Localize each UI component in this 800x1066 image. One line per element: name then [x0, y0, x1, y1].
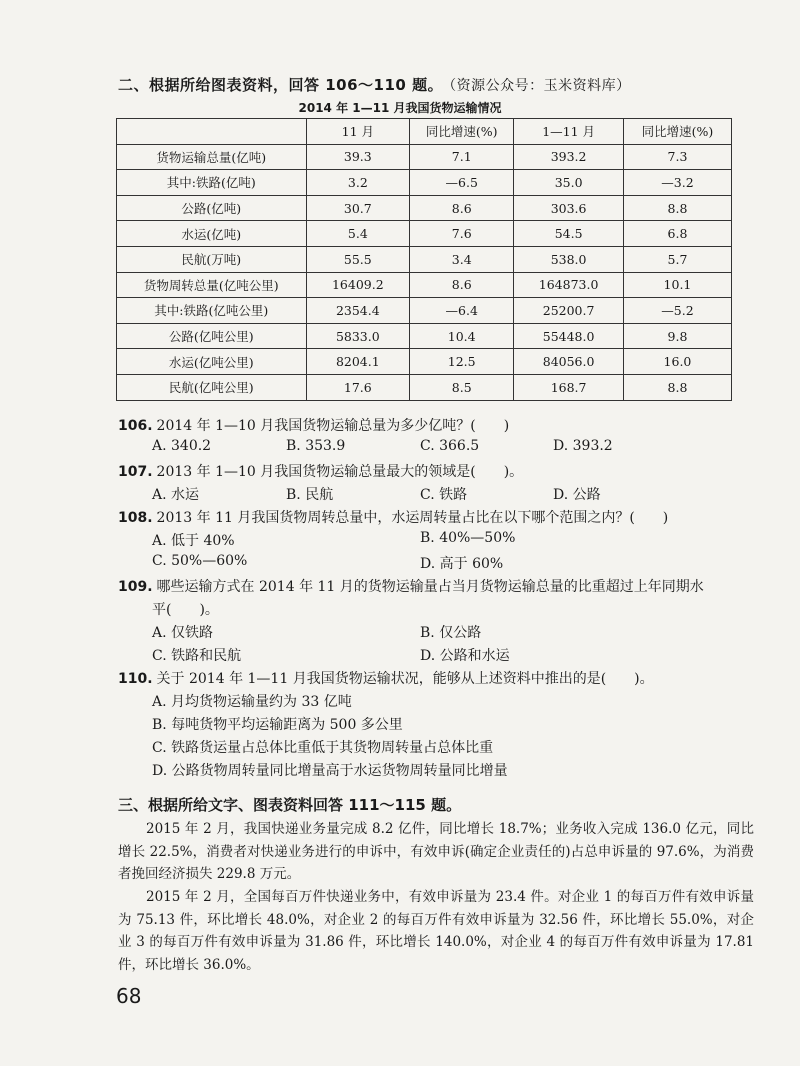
table-row — [117, 246, 732, 272]
table-cell: 35.0 — [514, 170, 624, 196]
row-label: 其中:铁路(亿吨) — [117, 170, 307, 196]
table-cell: 55448.0 — [514, 323, 624, 349]
option-c: C. 铁路 — [420, 487, 468, 503]
question-106 — [118, 415, 509, 435]
option-a: A. 仅铁路 — [152, 625, 214, 641]
table-cell: 2354.4 — [306, 298, 410, 324]
table-cell: 538.0 — [514, 246, 624, 272]
table-cell: 7.3 — [623, 144, 731, 170]
header-cell: 同比增速(%) — [623, 119, 731, 145]
source-note: （资源公众号：玉米资料库） — [449, 78, 631, 94]
option-a: A. 低于 40% — [152, 533, 235, 549]
option-d: D. 公路 — [553, 487, 601, 503]
question-number: 109. — [118, 579, 153, 595]
header-cell: 同比增速(%) — [410, 119, 514, 145]
table-cell: 9.8 — [623, 323, 731, 349]
table-cell: 8.6 — [410, 272, 514, 298]
table-row — [117, 272, 732, 298]
table-cell: 16409.2 — [306, 272, 410, 298]
row-label: 民航(亿吨公里) — [117, 374, 307, 400]
table-row — [117, 195, 732, 221]
table-title: 2014 年 1—11 月我国货物运输情况 — [298, 101, 502, 115]
table-cell: 3.2 — [306, 170, 410, 196]
table-cell: 8.8 — [623, 374, 731, 400]
table-cell: 8.6 — [410, 195, 514, 221]
table-row — [117, 144, 732, 170]
option-d: D. 公路货物周转量同比增量高于水运货物周转量同比增量 — [152, 763, 508, 779]
row-label: 水运(亿吨公里) — [117, 349, 307, 375]
table-cell: 303.6 — [514, 195, 624, 221]
question-text: 2014 年 1—10 月我国货物运输总量为多少亿吨？( ) — [156, 418, 510, 434]
question-109-continued: 平( )。 — [152, 602, 219, 618]
option-a: A. 340.2 — [152, 438, 212, 454]
table-cell: —6.4 — [410, 298, 514, 324]
question-108 — [118, 507, 668, 527]
question-number: 110. — [118, 671, 153, 687]
option-b: B. 353.9 — [286, 438, 346, 454]
table-row — [117, 374, 732, 400]
paragraph-2: 2015 年 2 月，全国每百万件快递业务中，有效申诉量为 23.4 件。对企业 1 的每百万件有效申诉量为 75.13 件，环比增长 48.0%，对企业 2 的每百万件有效申诉量为 32.56 件，环比增长 55.0%，对企业 3 的每百万件有效申诉量为 31.86 件，环比增长 140.0%，对企业 4 的每百万件有效申诉量为 17.81 件，环比增长 36.0%。 — [118, 889, 754, 973]
option-d: D. 393.2 — [553, 438, 613, 454]
row-label: 货物周转总量(亿吨公里) — [117, 272, 307, 298]
table-row — [117, 323, 732, 349]
table-cell: 55.5 — [306, 246, 410, 272]
table-cell: 168.7 — [514, 374, 624, 400]
table-cell: —3.2 — [623, 170, 731, 196]
table-cell: 5833.0 — [306, 323, 410, 349]
table-row — [117, 349, 732, 375]
option-d: D. 高于 60% — [420, 556, 504, 572]
table-cell: 16.0 — [623, 349, 731, 375]
question-text: 2013 年 11 月我国货物周转总量中，水运周转量占比在以下哪个范围之内？( ) — [156, 510, 669, 526]
table-cell: 10.4 — [410, 323, 514, 349]
option-c: C. 铁路和民航 — [152, 648, 242, 664]
table-cell: 8.5 — [410, 374, 514, 400]
question-text: 关于 2014 年 1—11 月我国货物运输状况，能够从上述资料中推出的是( )。 — [156, 671, 654, 687]
table-cell: 10.1 — [623, 272, 731, 298]
table-cell: 39.3 — [306, 144, 410, 170]
row-label: 公路(亿吨) — [117, 195, 307, 221]
row-label: 水运(亿吨) — [117, 221, 307, 247]
freight-table — [116, 118, 732, 401]
table-cell: 54.5 — [514, 221, 624, 247]
table-row — [117, 170, 732, 196]
table-cell: 5.4 — [306, 221, 410, 247]
table-cell: 6.8 — [623, 221, 731, 247]
option-b: B. 民航 — [286, 487, 334, 503]
table-cell: 8.8 — [623, 195, 731, 221]
table-cell: 7.1 — [410, 144, 514, 170]
header-cell: 11 月 — [306, 119, 410, 145]
table-row — [117, 221, 732, 247]
table-cell: 393.2 — [514, 144, 624, 170]
row-label: 公路(亿吨公里) — [117, 323, 307, 349]
section-3-heading: 三、根据所给文字、图表资料回答 111～115 题。 — [118, 796, 462, 814]
header-cell: 1—11 月 — [514, 119, 624, 145]
option-b: B. 40%—50% — [420, 530, 516, 546]
page-number: 68 — [116, 984, 142, 1008]
paragraph-1: 2015 年 2 月，我国快递业务量完成 8.2 亿件，同比增长 18.7%；业务收入完成 136.0 亿元，同比增长 22.5%，消费者对快递业务进行的申诉中，有效申诉(确定企业责任的)占总申诉量的 97.6%，为消费者挽回经济损失 229.8 万元。 — [118, 821, 754, 882]
table-cell: 30.7 — [306, 195, 410, 221]
table-cell: 17.6 — [306, 374, 410, 400]
table-cell: 8204.1 — [306, 349, 410, 375]
question-text: 哪些运输方式在 2014 年 11 月的货物运输量占当月货物运输总量的比重超过上年同期水 — [156, 579, 704, 595]
table-cell: 5.7 — [623, 246, 731, 272]
question-number: 108. — [118, 510, 153, 526]
table-header-row — [117, 119, 732, 145]
section-2-heading — [118, 74, 631, 95]
table-row — [117, 298, 732, 324]
option-a: A. 月均货物运输量约为 33 亿吨 — [152, 694, 352, 710]
table-cell: 12.5 — [410, 349, 514, 375]
row-label: 其中:铁路(亿吨公里) — [117, 298, 307, 324]
table-cell: 164873.0 — [514, 272, 624, 298]
table-cell: —6.5 — [410, 170, 514, 196]
table-cell: 25200.7 — [514, 298, 624, 324]
question-number: 107. — [118, 464, 153, 480]
question-109 — [118, 576, 704, 596]
question-110 — [118, 668, 654, 688]
table-cell: 7.6 — [410, 221, 514, 247]
option-d: D. 公路和水运 — [420, 648, 510, 664]
option-b: B. 每吨货物平均运输距离为 500 多公里 — [152, 717, 403, 733]
question-107 — [118, 461, 523, 481]
header-cell — [117, 119, 307, 145]
table-cell: —5.2 — [623, 298, 731, 324]
row-label: 民航(万吨) — [117, 246, 307, 272]
question-text: 2013 年 1—10 月我国货物运输总量最大的领域是( )。 — [156, 464, 524, 480]
option-c: C. 50%—60% — [152, 553, 248, 569]
table-cell: 84056.0 — [514, 349, 624, 375]
question-number: 106. — [118, 418, 153, 434]
table-cell: 3.4 — [410, 246, 514, 272]
row-label: 货物运输总量(亿吨) — [117, 144, 307, 170]
section-2-title: 二、根据所给图表资料，回答 106～110 题。 — [118, 76, 444, 94]
option-c: C. 366.5 — [420, 438, 480, 454]
option-b: B. 仅公路 — [420, 625, 482, 641]
option-c: C. 铁路货运量占总体比重低于其货物周转量占总体比重 — [152, 740, 494, 756]
option-a: A. 水运 — [152, 487, 200, 503]
